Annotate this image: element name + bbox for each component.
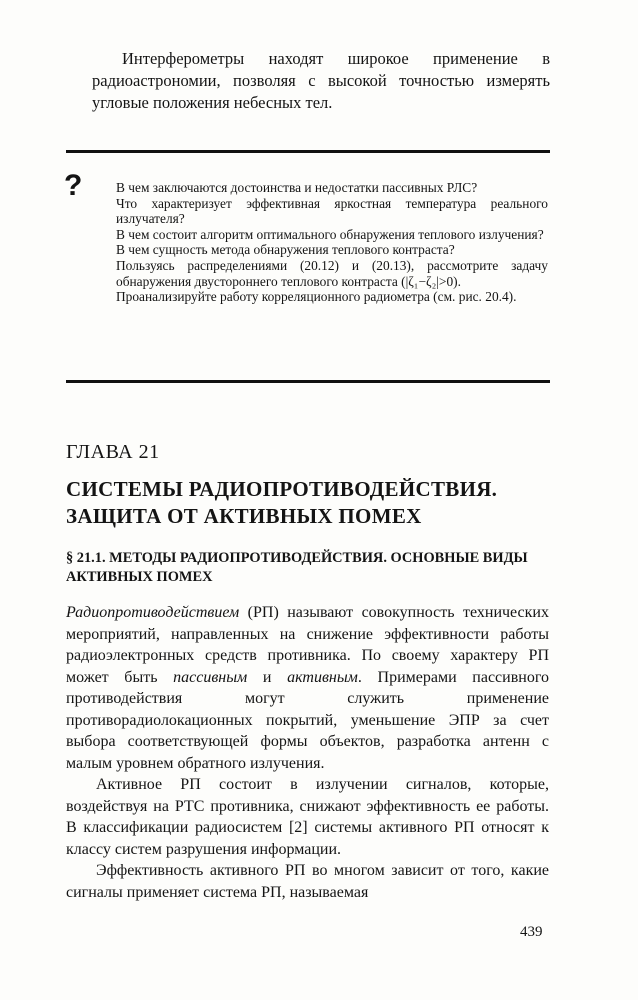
page-number: 439 [520, 924, 543, 940]
term-passive: пассивным [173, 668, 248, 686]
question-item: В чем состоит алгоритм оптимального обнаружения теплового излучения? [116, 226, 544, 242]
top-divider [66, 150, 550, 153]
intro-paragraph [92, 48, 550, 114]
question-item: Пользуясь распределениями (20.12) и (20.13), рассмотрите задачу обнаружения двустороннего теплового контраста (|ζ₁−ζ₂|>0). [116, 257, 548, 289]
chapter-label: ГЛАВА 21 [66, 441, 160, 463]
intro-text: Интерферометры находят широкое применение в радиоастрономии, позволяя с высокой точностью измерять угловые положения небесных тел. [92, 49, 550, 112]
question-item: Проанализируйте работу корреляционного радиометра (см. рис. 20.4). [116, 289, 517, 305]
bottom-divider [66, 380, 550, 383]
question-mark-icon: ? [64, 169, 83, 202]
paragraph-2: Активное РП состоит в излучении сигналов, которые, воздействуя на РТС противника, снижают эффективность ее работы. В классификации радиосистем [2] системы активного РП относят к классу систем разрушения информации. [66, 776, 549, 858]
chapter-title: СИСТЕМЫ РАДИОПРОТИВОДЕЙСТВИЯ. ЗАЩИТА ОТ АКТИВНЫХ ПОМЕХ [66, 477, 498, 528]
question-item: В чем заключаются достоинства и недостатки пассивных РЛС? [116, 180, 478, 195]
term-rp: Радиопротиводействием [66, 604, 240, 621]
question-item: Что характеризует эффективная яркостная температура реального излучателя? [116, 195, 548, 227]
body-text [66, 602, 549, 903]
section-title: § 21.1. МЕТОДЫ РАДИОПРОТИВОДЕЙСТВИЯ. ОСНОВНЫЕ ВИДЫ АКТИВНЫХ ПОМЕХ [66, 550, 528, 585]
term-active: активным [287, 668, 358, 686]
paragraph-1: Радиопротиводействием (РП) называют совокупность технических мероприятий, направленных на снижение эффективности работы радиоэлектронных средств противника. По своему характеру РП может быть пассивным и активным. Примерами пассивного противодействия могут служить применение противорадиолокационных покрытий, уменьшение ЭПР за счет выбора соответствующей формы объектов, разработка антенн с малым уровнем обратного излучения. [66, 604, 549, 772]
review-questions [116, 180, 548, 305]
paragraph-3: Эффективность активного РП во многом зависит от того, какие сигналы применяет система РП, называемая [66, 862, 549, 901]
question-item: В чем сущность метода обнаружения теплового контраста? [116, 242, 455, 258]
